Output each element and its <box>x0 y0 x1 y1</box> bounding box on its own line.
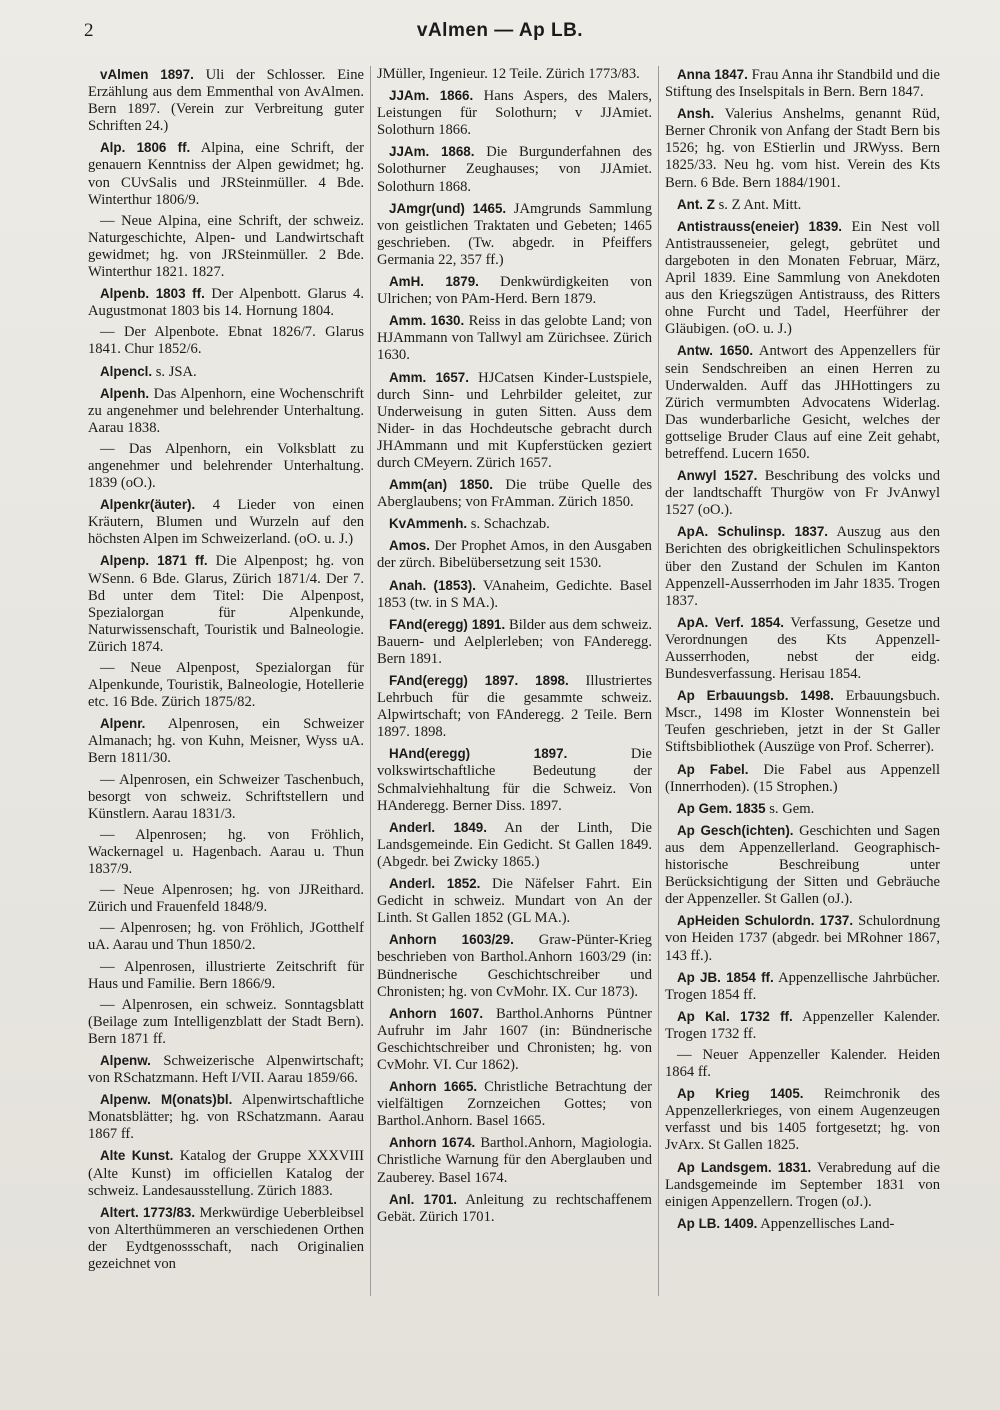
entry-text: Merkwürdige Ueberbleibsel von Alterthümmeren an verschiedenen Orthen der Eydtgenossschaft, nach Originalien gezeichnet von <box>88 1204 364 1272</box>
lexicon-entry <box>88 66 364 135</box>
entry-text: VAnaheim, Gedichte. Basel 1853 (tw. in S MA.). <box>377 577 652 611</box>
lexicon-entry <box>88 660 364 711</box>
entry-abbreviation: Anhorn 1603/29. <box>389 932 514 948</box>
lexicon-entry <box>88 213 364 281</box>
entry-abbreviation: ApA. Schulinsp. 1837. <box>677 524 829 540</box>
lexicon-entry <box>88 1147 364 1199</box>
entry-abbreviation: KvAmmenh. <box>389 516 468 532</box>
lexicon-entry <box>88 715 364 767</box>
lexicon-entry <box>665 912 940 964</box>
entry-abbreviation: Alp. 1806 ff. <box>100 140 191 156</box>
entry-text: Das Alpenhorn, eine Wochenschrift zu angenehmer und belehrender Unterhaltung. Aarau 1838. <box>88 385 364 436</box>
lexicon-entry <box>88 1204 364 1273</box>
lexicon-entry <box>377 931 652 1000</box>
lexicon-entry <box>88 285 364 320</box>
lexicon-entry <box>377 1134 652 1186</box>
column-2 <box>370 66 658 1296</box>
entry-text: Alpenrosen, ein Schweizer Almanach; hg. von Kuhn, Meisner, Wyss uA. Bern 1811/30. <box>88 716 365 767</box>
lexicon-entry <box>88 997 364 1048</box>
lexicon-entry <box>665 761 940 796</box>
lexicon-entry <box>665 1085 940 1154</box>
entry-text: Appenzeller Kalender. Trogen 1732 ff. <box>665 1008 941 1042</box>
lexicon-entry <box>377 476 652 511</box>
entry-abbreviation: Anah. (1853). <box>389 577 476 593</box>
lexicon-entry <box>377 1005 652 1074</box>
entry-text: Der Prophet Amos, in den Ausgaben der zürch. Bibelübersetzung seit 1530. <box>377 538 652 572</box>
lexicon-entry <box>665 218 940 339</box>
entry-text: An der Linth, Die Landsgemeinde. Ein Gedicht. St Gallen 1849. (Abgedr. bei Zwicky 1865.) <box>377 819 652 870</box>
lexicon-entry <box>88 552 364 656</box>
entry-text: Reiss in das gelobte Land; von HJAmmann von Tallwyl am Zürichsee. Zürich 1630. <box>377 313 652 364</box>
lexicon-entry <box>665 614 940 683</box>
entry-abbreviation: Alte Kunst. <box>100 1148 174 1164</box>
entry-abbreviation: HAnd(eregg) 1897. <box>389 746 568 762</box>
entry-text: Auszug aus den Berichten des obrigkeitlichen Schulinspektors über den Zustand der Schulen im Kanton Appenzell-Ausserrhoden im Jahr 1835. Trogen 1837. <box>665 524 940 609</box>
lexicon-entry <box>377 1191 652 1226</box>
entry-abbreviation: Ap Gem. 1835 <box>677 800 766 816</box>
lexicon-entry <box>377 515 652 533</box>
entry-abbreviation: Anhorn 1607. <box>389 1005 484 1021</box>
entry-text: Appenzellisches Land- <box>760 1215 895 1232</box>
entry-abbreviation: Alpencl. <box>100 363 153 379</box>
entry-abbreviation: Alpenb. 1803 ff. <box>100 286 205 302</box>
entry-text: Schulordnung von Heiden 1737 (abgedr. bei MRohner 1867, 143 ff.). <box>665 913 940 964</box>
lexicon-entry <box>88 496 364 548</box>
entry-text: s. Gem. <box>769 800 815 817</box>
entry-abbreviation: JJAm. 1866. <box>389 88 474 104</box>
entry-abbreviation: Alpenp. 1871 ff. <box>100 553 208 569</box>
lexicon-entry <box>88 920 364 954</box>
entry-text: Die Burgunderfahnen des Solothurner Zeughauses; von JJAmiet. Solothurn 1868. <box>377 144 652 195</box>
lexicon-entry <box>88 324 364 358</box>
lexicon-entry <box>665 687 940 756</box>
entry-abbreviation: Amm. 1657. <box>389 369 469 385</box>
page-number: 2 <box>84 20 94 41</box>
entry-text: JMüller, Ingenieur. 12 Teile. Zürich 1773/83. <box>377 66 640 82</box>
entry-text: Valerius Anshelms, genannt Rüd, Berner Chronik von Anfang der Stadt Bern bis 1526; hg. von EStierlin und JRWyss. Bern 1825/33. Neu hg. vom hist. Verein des Kts Bern. 6 Bde. Bern 1884/1901. <box>665 106 940 191</box>
entry-text: Denkwürdigkeiten von Ulrichen; von PAm-Herd. Bern 1879. <box>377 274 652 308</box>
lexicon-entry <box>665 467 940 519</box>
entry-text: Hans Aspers, des Malers, Leistungen für Solothurn; v JJAmiet. Solothurn 1866. <box>377 88 652 139</box>
entry-abbreviation: Ap JB. 1854 ff. <box>677 969 774 985</box>
entry-abbreviation: Amm. 1630. <box>389 313 465 329</box>
lexicon-entry <box>377 66 652 83</box>
entry-abbreviation: Alpenw. M(onats)bl. <box>100 1092 233 1108</box>
entry-text: — Neue Alpenpost, Spezialorgan für Alpenkunde, Touristik, Balneologie, Hotellerie etc. 16 Bde. Zürich 1875/82. <box>88 660 364 711</box>
entry-abbreviation: Anderl. 1849. <box>389 819 487 835</box>
entry-text: — Alpenrosen, illustrierte Zeitschrift für Haus und Familie. Bern 1866/9. <box>88 958 364 992</box>
lexicon-entry <box>665 800 940 818</box>
lexicon-entry <box>665 523 940 609</box>
lexicon-entry <box>665 66 940 101</box>
entry-text: — Alpenrosen; hg. von Fröhlich, JGotthelf uA. Aarau und Thun 1850/2. <box>88 920 364 954</box>
lexicon-entry <box>377 537 652 572</box>
entry-text: Illustriertes Lehrbuch für die gesammte schweiz. Alpwirtschaft; von FAnderegg. 2 Teile. Bern 1897. 1898. <box>377 673 652 741</box>
entry-abbreviation: Anderl. 1852. <box>389 876 481 892</box>
entry-text: s. JSA. <box>155 363 197 380</box>
lexicon-entry <box>377 745 652 814</box>
entry-text: Der Alpenbott. Glarus 4. Augustmonat 1803 bis 14. Hornung 1804. <box>88 286 364 320</box>
entry-text: Frau Anna ihr Standbild und die Stiftung des Inselspitals in Bern. Bern 1847. <box>665 67 940 101</box>
column-3 <box>658 66 946 1296</box>
entry-text: s. Schachzab. <box>470 516 550 533</box>
lexicon-entry <box>88 882 364 916</box>
lexicon-entry <box>377 672 652 741</box>
entry-abbreviation: Ap LB. 1409. <box>677 1215 758 1231</box>
entry-text: — Alpenrosen, ein schweiz. Sonntagsblatt (Beilage zum Intelligenzblatt der Stadt Bern). Bern 1871 ff. <box>88 996 364 1047</box>
entry-text: Erbauungsbuch. Mscr., 1498 im Kloster Wonnenstein bei Teufen geschrieben, jetzt in der St Galler Stiftsbibliothek (Auszüge von Prof. Scherrer). <box>665 688 940 756</box>
entry-abbreviation: Ap Gesch(ichten). <box>677 822 794 838</box>
entry-text: — Alpenrosen; hg. von Fröhlich, Wackernagel u. Hagenbach. Aarau u. Thun 1837/9. <box>88 826 364 878</box>
entry-abbreviation: FAnd(eregg) 1891. <box>389 616 506 632</box>
lexicon-entry <box>88 772 364 823</box>
entry-text: — Neue Alpenrosen; hg. von JJReithard. Zürich und Frauenfeld 1848/9. <box>88 882 364 916</box>
lexicon-entry <box>377 369 652 473</box>
entry-text: Barthol.Anhorn, Magiologia. Christliche Warnung für den Aberglauben und Zauberey. Basel 1674. <box>377 1135 652 1186</box>
lexicon-entry <box>377 616 652 668</box>
entry-abbreviation: Alpenr. <box>100 716 146 732</box>
lexicon-entry <box>665 196 940 214</box>
entry-text: Die Fabel aus Appenzell (Innerrhoden). (15 Strophen.) <box>665 761 940 795</box>
entry-text: Graw-Pünter-Krieg beschrieben von Barthol.Anhorn 1603/29 (in: Bündnerische Geschichtschreiber und Chronisten; hg. von CvMohr. IX. Cur 1873). <box>377 932 652 1000</box>
entry-text: Alpina, eine Schrift, der genauern Kenntniss der Alpen gewidmet; hg. von CUvSalis und JRSteinmüller. 4 Bde. Winterthur 1806/9. <box>88 140 364 208</box>
entry-text: Appenzellische Jahrbücher. Trogen 1854 ff. <box>665 969 941 1003</box>
entry-text: — Neue Alpina, eine Schrift, der schweiz. Naturgeschichte, Alpen- und Landwirtschaft gewidmet; hg. von JRSteinmüller. 2 Bde. Winterthur 1821. 1827. <box>88 212 364 281</box>
entry-abbreviation: Ansh. <box>677 106 715 122</box>
entry-text: JAmgrunds Sammlung von geistlichen Traktaten und Gebeten; 1465 geschrieben. (Tw. abgedr. in Pfeiffers Germania 22, 357 ff.) <box>377 200 652 268</box>
entry-text: Reimchronik des Appenzellerkrieges, von einem Augenzeugen verfasst und bis 1405 fortgesetzt; hg. von JvArx. St Gallen 1825. <box>665 1086 940 1154</box>
entry-abbreviation: Anhorn 1674. <box>389 1135 476 1151</box>
lexicon-entry <box>665 1047 940 1081</box>
entry-abbreviation: JAmgr(und) 1465. <box>389 200 507 216</box>
entry-abbreviation: AmH. 1879. <box>389 274 479 290</box>
entry-abbreviation: vAlmen 1897. <box>100 67 194 82</box>
entry-abbreviation: Ant. Z <box>677 196 715 212</box>
entry-text: — Das Alpenhorn, ein Volksblatt zu angenehmer und belehrender Unterhaltung. 1839 (oO.). <box>88 440 364 492</box>
entry-abbreviation: Alpenw. <box>100 1052 151 1068</box>
lexicon-entry <box>88 363 364 381</box>
entry-text: Die trübe Quelle des Aberglaubens; von FrAmman. Zürich 1850. <box>377 477 653 511</box>
entry-text: Verfassung, Gesetze und Verordnungen des Kts Appenzell-Ausserrhoden, nebst der eidg. Bundesverfassung. Herisau 1854. <box>665 614 940 683</box>
entry-abbreviation: Antw. 1650. <box>677 343 754 359</box>
entry-abbreviation: Anna 1847. <box>677 67 748 82</box>
entry-text: Beschribung des volcks und der landtschafft Thurgöw von Fr JvAnwyl 1527 (oO.). <box>665 468 940 519</box>
lexicon-entry <box>665 1008 940 1043</box>
entry-text: Anleitung zu rechtschaffenem Gebät. Zürich 1701. <box>377 1191 652 1225</box>
entry-text: HJCatsen Kinder-Lustspiele, durch Sinn- und Lehrbilder geleitet, zur Underweisung in guten Sitten. Auss dem Nider- in das Hochdeutsche gebracht durch JHAmmann und mit Kupferstücken geziert durch CMeyern. Zürich 1657. <box>377 369 652 471</box>
lexicon-entry <box>377 312 652 364</box>
column-1 <box>82 66 370 1296</box>
lexicon-entry <box>88 827 364 878</box>
lexicon-entry <box>377 200 652 269</box>
lexicon-entry <box>665 105 940 191</box>
entry-abbreviation: FAnd(eregg) 1897. 1898. <box>389 673 569 688</box>
lexicon-entry <box>88 385 364 437</box>
lexicon-entry <box>377 875 652 927</box>
entry-abbreviation: Amm(an) 1850. <box>389 477 494 493</box>
entry-text: Die Alpenpost; hg. von WSenn. 6 Bde. Glarus, Zürich 1871/4. Der 7. Bd unter dem Titel: Die Alpenpost, Spezialorgan für Alpenkunde, Naturwissenschaft, Touristik und Balneologie. Zürich 1874. <box>88 553 364 655</box>
lexicon-entry <box>88 959 364 993</box>
entry-text: Alpenwirtschaftliche Monatsblätter; hg. von RSchatzmann. Aarau 1867 ff. <box>88 1092 365 1143</box>
entry-abbreviation: Anwyl 1527. <box>677 468 758 484</box>
entry-abbreviation: Ap Kal. 1732 ff. <box>677 1008 793 1024</box>
entry-abbreviation: Amos. <box>389 538 430 554</box>
lexicon-entry <box>377 1078 652 1130</box>
lexicon-entry <box>665 822 940 908</box>
entry-text: — Alpenrosen, ein Schweizer Taschenbuch, besorgt von schweiz. Schriftstellern und Künstlern. Aarau 1831/3. <box>88 771 364 822</box>
lexicon-entry <box>665 342 940 463</box>
entry-abbreviation: ApHeiden Schulordn. 1737. <box>677 913 854 929</box>
entry-text: 4 Lieder von einen Kräutern, Blumen und Wurzeln auf den höchsten Alpen im Schweizerland. (oO. u. J.) <box>88 497 364 548</box>
entry-abbreviation: Ap Erbauungsb. 1498. <box>677 688 834 704</box>
text-columns <box>82 66 948 1296</box>
lexicon-entry <box>665 1215 940 1233</box>
entry-abbreviation: Altert. 1773/83. <box>100 1204 196 1220</box>
entry-text: Katalog der Gruppe XXXVIII (Alte Kunst) im officiellen Katalog der schweiz. Landesausstellung. Zürich 1883. <box>88 1148 364 1199</box>
entry-abbreviation: ApA. Verf. 1854. <box>677 614 785 630</box>
entry-text: Antwort des Appenzellers für sein Sendschreiben an einen Herren zu Underwalden. Auff das JHHottingers zu Zürich vermumbten Advocatens Widerlag. Das wunderbarliche Gesicht, welches der gottselige Bruder Claus auf eine Zeit gehabt, betreffend. Lucern 1650. <box>665 343 940 462</box>
entry-text: Geschichten und Sagen aus dem Appenzellerland. Geographisch-historische Beschreibung unter Berücksichtigung der Sitten und Gebräuche der Appenzeller. St Gallen (oJ.). <box>665 822 940 908</box>
entry-text: — Der Alpenbote. Ebnat 1826/7. Glarus 1841. Chur 1852/6. <box>88 324 364 358</box>
entry-text: Barthol.Anhorns Püntner Aufruhr im Jahr 1607 (in: Bündnerische Geschichtschreiber und Chronisten; hg. von CvMohr. VI. Cur 1862). <box>377 1005 652 1073</box>
lexicon-entry <box>377 819 652 871</box>
entry-abbreviation: Alpenh. <box>100 385 150 401</box>
entry-abbreviation: Anl. 1701. <box>389 1191 458 1207</box>
lexicon-entry <box>665 969 940 1004</box>
entry-text: s. Z Ant. Mitt. <box>718 196 802 213</box>
lexicon-entry <box>88 441 364 492</box>
entry-text: Verabredung auf die Landsgemeinde im September 1831 von einigen Appenzellern. Trogen (oJ.). <box>665 1159 940 1210</box>
entry-text: Die volkswirtschaftliche Bedeutung der Schmalviehhaltung für die Schweiz. Von HAnderegg. Berner Diss. 1897. <box>377 746 652 814</box>
entry-abbreviation: Ap Krieg 1405. <box>677 1086 804 1102</box>
lexicon-entry <box>377 87 652 139</box>
entry-abbreviation: Alpenkr(äuter). <box>100 497 196 513</box>
entry-abbreviation: Ap Landsgem. 1831. <box>677 1159 812 1175</box>
entry-abbreviation: Anhorn 1665. <box>389 1079 478 1095</box>
entry-text: Ein Nest voll Antistrausseneier, gelegt, gebrütet und dargeboten in den Monaten Februar, März, April 1839. Eine Sammlung von Anekdoten aus den Kriegszügen Antistrauss, des Ritters ohne Furcht und Tadel, Heerführer der Gläubigen. (oO. u. J.) <box>665 218 940 338</box>
entry-text: Uli der Schlosser. Eine Erzählung aus dem Emmenthal von AvAlmen. Bern 1897. (Verein zur Verbreitung guter Schriften 24.) <box>88 67 364 135</box>
entry-abbreviation: Ap Fabel. <box>677 761 749 777</box>
entry-text: Bilder aus dem schweiz. Bauern- und Aelplerleben; von FAnderegg. Bern 1891. <box>377 616 652 667</box>
lexicon-entry <box>377 577 652 612</box>
entry-text: Christliche Betrachtung der vielfältigen Zornzeichen Gottes; von Barthol.Anhorn. Basel 1665. <box>377 1079 652 1130</box>
running-head: vAlmen — Ap LB. <box>416 20 584 41</box>
entry-text: Schweizerische Alpenwirtschaft; von RSchatzmann. Heft I/VII. Aarau 1859/66. <box>88 1052 364 1087</box>
entry-abbreviation: JJAm. 1868. <box>389 144 475 160</box>
lexicon-entry <box>88 139 364 208</box>
entry-text: Die Näfelser Fahrt. Ein Gedicht in schweiz. Mundart von An der Linth. St Gallen 1852 (GL MA.). <box>377 876 653 927</box>
entry-abbreviation: Antistrauss(eneier) 1839. <box>677 218 843 234</box>
lexicon-entry <box>665 1159 940 1211</box>
lexicon-entry <box>377 143 652 195</box>
lexicon-entry <box>377 273 652 308</box>
entry-text: — Neuer Appenzeller Kalender. Heiden 1864 ff. <box>665 1046 940 1081</box>
lexicon-entry <box>88 1052 364 1087</box>
lexicon-entry <box>88 1091 364 1143</box>
